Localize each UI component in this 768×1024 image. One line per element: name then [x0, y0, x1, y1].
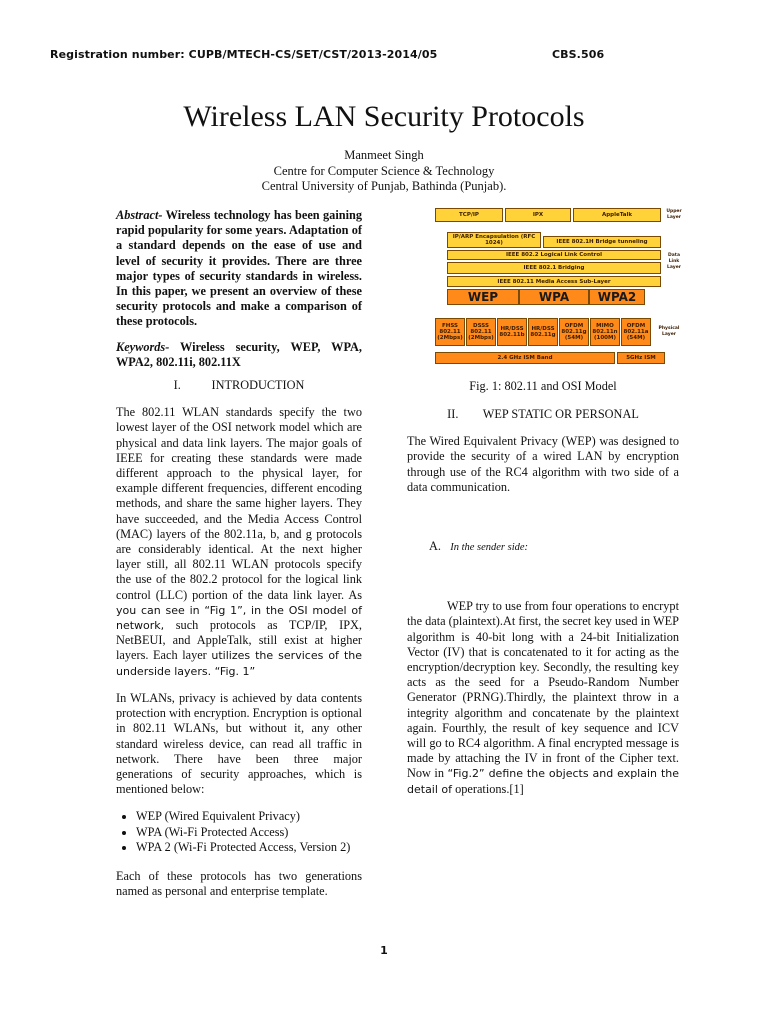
sender-subheading-title: In the sender side: — [450, 542, 529, 554]
osi-model-figure — [433, 206, 685, 368]
figure-caption: Fig. 1: 802.11 and OSI Model — [469, 379, 617, 393]
page-number: 1 — [380, 944, 388, 957]
abstract-label: Abstract- — [116, 208, 163, 222]
fig-phy-hrdss-b: HR/DSS 802.11b — [497, 318, 527, 346]
intro-paragraph-2: In WLANs, privacy is achieved by data contents protection with encryption. Encryption is optional in 802.11 WLANs, but without it, any other standard wireless device, can read all traffic in network. There have been three major generations of security approaches, which is mentioned below: — [116, 690, 362, 797]
keywords — [116, 340, 362, 370]
fig-phy-ofdm-g: OFDM 802.11g (54M) — [559, 318, 589, 346]
author-name: Manmeet Singh — [344, 148, 424, 162]
list-item: • WPA 2 (Wi-Fi Protected Access, Version 2) — [136, 840, 362, 855]
intro-paragraph-3: Each of these protocols has two generations named as personal and enterprise template. — [116, 868, 362, 899]
fig-wep: WEP — [447, 289, 519, 305]
sender-subheading-number: A. — [429, 539, 441, 554]
fig-phy-dsss: DSSS 802.11 (2Mbps) — [466, 318, 496, 346]
intro-p1-part-a: The 802.11 WLAN standards specify the two lowest layer of the OSI network model which are physical and data link layers. The major goals of IEEE for creating these standards were made different approach to the physical layer, for example different frequencies, different encoding methods, and share the same higher layers. They have succeeded, and the Media Access Control (MAC) layers of the 802.11a, b, and g protocols are considerably identical. At the next higher layer still, all 802.11 WLAN protocols specify the use of the 802.2 protocol for the logical link control (LLC) portion of the data link layer. As — [116, 405, 362, 602]
fig-upper-label: Upper Layer — [666, 209, 682, 220]
sender-subheading — [407, 539, 679, 555]
intro-p1-part-d: utilizes the services of the underside layers. “Fig. 1” — [116, 649, 362, 678]
fig-dll-label: Data Link Layer — [667, 253, 681, 270]
wep-p2-part-a: WEP try to use from four operations to encrypt the data (plaintext).At first, the secret key used in WEP algorithm is 40-bit long with a 24-bit Initialization Vector (IV) that is concatenated to it for acting as the encryption/decryption key. Secondly, the resulting key acts as the seed for a Pseudo-Random Number Generator (PRNG).Thirdly, the plaintext throw in a integrity algorithm and concatenate by the plaintext again. Fourthly, the result of key sequence and ICV will go to RC4 algorithm. A final encrypted message is made by attaching the IV in front of the Cipher text. Now in — [407, 599, 679, 781]
fig-phy-mimo: MIMO 802.11n (100M) — [590, 318, 620, 346]
registration-number: Registration number: CUPB/MTECH-CS/SET/CST/2013-2014/05 — [50, 48, 438, 61]
fig-band-24ghz: 2.4 GHz ISM Band — [435, 352, 615, 364]
fig-upper-tcpip: TCP/IP — [435, 208, 503, 222]
fig-bridging: IEEE 802.1 Bridging — [447, 262, 661, 274]
keywords-label: Keywords- — [116, 339, 170, 354]
left-column — [116, 208, 362, 899]
right-column — [407, 407, 679, 797]
intro-paragraph-1 — [116, 405, 362, 679]
fig-encap: IP/ARP Encapsulation (RFC 1024) — [447, 232, 541, 248]
fig-llc: IEEE 802.2 Logical Link Control — [447, 250, 661, 260]
list-item: • WEP (Wired Equivalent Privacy) — [136, 809, 362, 824]
abstract-text: Wireless technology has been gaining rapid popularity for some years. Adaptation of a standard depends on the ease of use and level of security it provides. There are three major types of security standards in wireless. In this paper, we present an overview of these security protocols and make a comparison of these protocols. — [116, 208, 362, 329]
wep-p2-part-b: “Fig.2” define the objects and explain the detail of — [407, 767, 679, 796]
wep-paragraph-1: The Wired Equivalent Privacy (WEP) was designed to provide the security of a wired LAN by encryption through use of the RC4 algorithm with two side of a data communication. — [407, 434, 679, 494]
wep-heading: II. WEP STATIC OR PERSONAL — [447, 407, 639, 421]
wep-p2-part-c: operations.[1] — [452, 781, 524, 796]
wep-paragraph-2 — [407, 599, 679, 797]
security-list — [116, 809, 362, 855]
abstract — [116, 208, 362, 330]
author-dept: Centre for Computer Science & Technology — [273, 164, 495, 178]
fig-wpa: WPA — [519, 289, 589, 305]
fig-wpa2: WPA2 — [589, 289, 645, 305]
course-code: CBS.506 — [552, 48, 605, 61]
fig-phy-ofdm-a: OFDM 802.11a (54M) — [621, 318, 651, 346]
intro-p1-part-c: such protocols as TCP/IP, IPX, NetBEUI, and AppleTalk, still exist at higher layers. Each layer — [116, 618, 362, 663]
paper-title: Wireless LAN Security Protocols — [183, 100, 585, 133]
fig-bridge: IEEE 802.1H Bridge tunneling — [543, 236, 661, 248]
fig-band-5ghz: 5GHz ISM — [617, 352, 665, 364]
fig-upper-appletalk: AppleTalk — [573, 208, 661, 222]
keywords-text: Wireless security, WEP, WPA, WPA2, 802.11i, 802.11X — [116, 339, 362, 369]
fig-phy-label: Physical Layer — [658, 326, 680, 337]
list-item: • WPA (Wi-Fi Protected Access) — [136, 825, 362, 840]
author-university: Central University of Punjab, Bathinda (Punjab). — [261, 179, 507, 193]
fig-upper-ipx: IPX — [505, 208, 571, 222]
fig-phy-hrdss-g: HR/DSS 802.11g — [528, 318, 558, 346]
intro-p1-part-b: you can see in “Fig 1”, in the OSI model of network, — [116, 603, 362, 633]
fig-phy-fhss: FHSS 802.11 (2Mbps) — [435, 318, 465, 346]
intro-heading: I. INTRODUCTION — [173, 378, 305, 393]
fig-mac: IEEE 802.11 Media Access Sub-Layer — [447, 276, 661, 287]
